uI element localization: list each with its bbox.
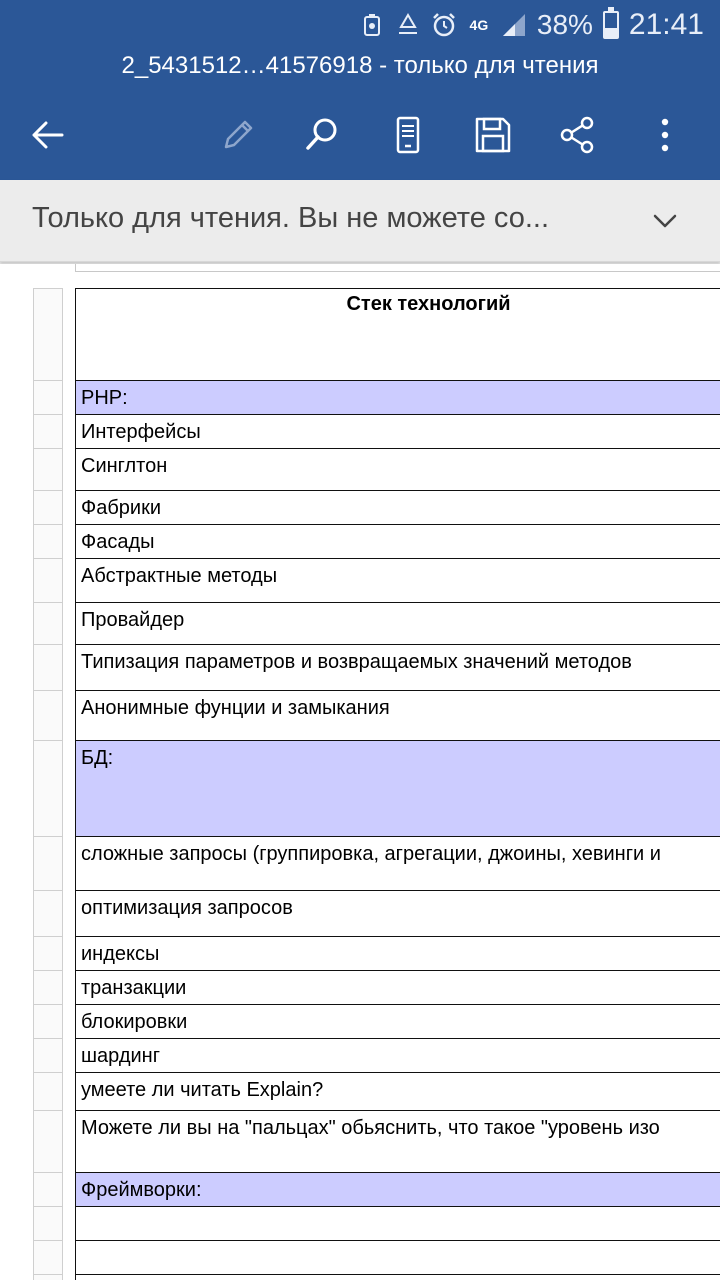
row-header-cell[interactable] [33,690,63,740]
row-header-cell[interactable] [33,380,63,414]
row-header-cell[interactable] [33,1274,63,1280]
cell-text: Абстрактные методы [81,565,278,587]
cell-text: блокировки [81,1011,188,1033]
cell-text: оптимизация запросов [81,897,293,919]
cell-text: Интерфейсы [81,421,201,443]
row-header-cell[interactable] [33,1240,63,1274]
spreadsheet[interactable] [0,264,720,1280]
row-header-cell[interactable] [33,644,63,690]
share-button[interactable] [551,108,605,162]
back-button[interactable] [20,108,74,162]
row-header-cell[interactable] [33,448,63,490]
table-row[interactable] [75,602,720,644]
table-row[interactable] [75,836,720,890]
row-header-cell[interactable] [33,970,63,1004]
recycle-storage-icon [359,12,385,38]
cell-text: Анонимные фунции и замыкания [81,697,390,719]
cell-text: Фабрики [81,497,161,519]
save-button[interactable] [466,108,520,162]
row-header-cell[interactable] [33,936,63,970]
table-row[interactable] [75,1110,720,1172]
share-icon [557,114,599,156]
row-header-cell[interactable] [33,1172,63,1206]
row-header-cell[interactable] [33,414,63,448]
table-row[interactable] [75,1206,720,1240]
row-header-cell[interactable] [33,288,63,380]
sheet-top-border [75,264,720,272]
edit-button[interactable] [210,108,264,162]
row-header-cell[interactable] [33,1038,63,1072]
row-header-cell[interactable] [33,890,63,936]
cell-text: Синглтон [81,455,168,477]
table-row[interactable] [75,644,720,690]
table-row[interactable] [75,890,720,936]
table-row[interactable] [75,448,720,490]
section-row[interactable] [75,1172,720,1206]
table-row[interactable] [75,558,720,602]
table-row[interactable] [75,524,720,558]
chevron-down-icon[interactable] [648,204,682,238]
row-header-cell[interactable] [33,558,63,602]
table-row[interactable] [75,1004,720,1038]
cell-text: БД: [81,747,114,769]
save-icon [472,114,514,156]
table-row[interactable] [75,490,720,524]
mobile-view-button[interactable] [381,108,435,162]
table-row[interactable] [75,690,720,740]
table-row[interactable] [75,936,720,970]
network-type-label: 4G [469,17,489,33]
search-icon [301,114,343,156]
cell-text: транзакции [81,977,187,999]
more-options-button[interactable] [638,108,692,162]
more-vert-icon [644,114,686,156]
table-header[interactable] [75,288,720,380]
table-row[interactable] [75,970,720,1004]
cell-text: индексы [81,943,160,965]
row-header-cell[interactable] [33,740,63,836]
search-button[interactable] [295,108,349,162]
table-row[interactable] [75,1274,720,1280]
cell-text: PHP: [81,387,128,409]
cell-text: Фреймворки: [81,1179,202,1201]
table-row[interactable] [75,1240,720,1274]
table-row[interactable] [75,1038,720,1072]
row-header-cell[interactable] [33,524,63,558]
mobile-view-icon [387,114,429,156]
back-arrow-icon [26,114,68,156]
cell-text: Можете ли вы на "пальцах" обьяснить, что такое "уровень изо [81,1117,660,1139]
cell-text: сложные запросы (группировка, агрегации, джоины, хевинги и [81,843,661,865]
cell-text: Провайдер [81,609,185,631]
table-row[interactable] [75,414,720,448]
row-header-cell[interactable] [33,1004,63,1038]
read-only-banner[interactable] [0,180,720,262]
document-title: 2_5431512…41576918 - только для чтения [121,52,599,79]
read-only-banner-text: Только для чтения. Вы не можете со... [32,202,550,234]
section-row[interactable] [75,740,720,836]
cell-text: Типизация параметров и возвращаемых значений методов [81,651,632,673]
status-bar [359,0,720,50]
battery-icon [603,11,619,39]
cell-text: Фасады [81,531,155,553]
row-header-cell[interactable] [33,1110,63,1172]
cell-text: умеете ли читать Explain? [81,1079,324,1101]
section-row[interactable] [75,380,720,414]
table-row[interactable] [75,1072,720,1110]
pencil-icon [216,114,258,156]
table-header-text: Стек технологий [346,293,511,315]
row-header-cell[interactable] [33,1206,63,1240]
toolbar [0,100,720,170]
row-header-cell[interactable] [33,602,63,644]
row-header-cell[interactable] [33,490,63,524]
cell-text: шардинг [81,1045,161,1067]
row-header-cell[interactable] [33,836,63,890]
signal-icon [501,12,527,38]
battery-percent: 38% [536,9,593,40]
alarm-icon [431,12,457,38]
app-header [0,0,720,180]
row-header-cell[interactable] [33,1072,63,1110]
clock: 21:41 [628,8,704,41]
recycle-icon [395,12,421,38]
